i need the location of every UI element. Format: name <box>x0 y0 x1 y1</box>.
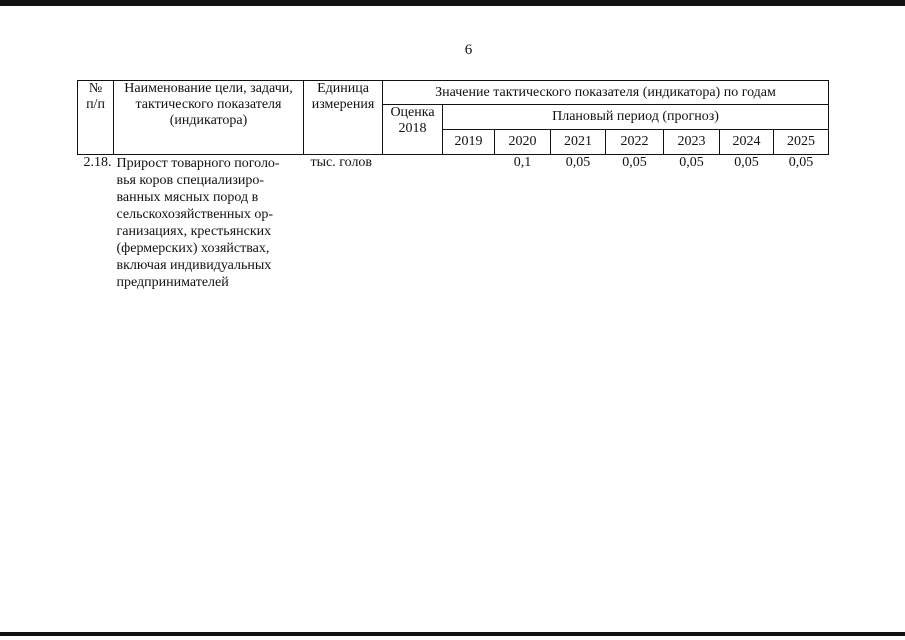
bottom-rule <box>0 632 905 636</box>
row-value-2025: 0,05 <box>788 155 814 170</box>
row-unit: тыс. голов <box>310 155 373 170</box>
header-estimate-line-2: 2018 <box>398 121 427 136</box>
header-name <box>114 81 304 155</box>
header-unit-line-2: измерения <box>311 97 375 112</box>
top-rule <box>0 0 905 6</box>
row-value-2023: 0,05 <box>679 155 704 170</box>
row-value-2020: 0,1 <box>513 155 532 170</box>
row-value-2019 <box>443 155 495 292</box>
header-name-line-1: Наименование цели, задачи, <box>124 81 293 96</box>
header-plan-period: Плановый период (прогноз) <box>443 105 829 130</box>
header-year-2024: 2024 <box>720 130 774 155</box>
header-name-line-3: (индикатора) <box>169 113 248 128</box>
header-estimate <box>383 105 443 155</box>
row-value-estimate-2018 <box>383 155 443 292</box>
row-value-2021: 0,05 <box>565 155 591 170</box>
header-year-2020: 2020 <box>495 130 551 155</box>
header-unit-line-1: Единица <box>317 81 369 96</box>
row-name-line: включая индивидуальных <box>116 258 272 273</box>
row-value-2022: 0,05 <box>622 155 647 170</box>
row-name-line: предпринимателей <box>116 275 229 290</box>
header-number-line-2: п/п <box>86 97 105 112</box>
header-year-2023: 2023 <box>664 130 720 155</box>
row-name-line: вья коров специализиро- <box>116 173 265 188</box>
header-year-2022: 2022 <box>606 130 664 155</box>
header-year-2021: 2021 <box>551 130 606 155</box>
indicator-table <box>77 80 829 291</box>
header-year-2019: 2019 <box>443 130 495 155</box>
row-name-line: сельскохозяйственных ор- <box>116 207 273 222</box>
page-number: 6 <box>464 42 473 58</box>
row-value-2024: 0,05 <box>734 155 759 170</box>
row-name-line: (фермерских) хозяйствах, <box>116 241 270 256</box>
row-name-line: ванных мясных пород в <box>116 190 259 205</box>
header-estimate-line-1: Оценка <box>390 105 435 120</box>
row-number: 2.18. <box>83 155 112 170</box>
row-name-line: Прирост товарного поголо- <box>116 156 280 171</box>
header-year-2025: 2025 <box>774 130 829 155</box>
table-row <box>78 155 829 292</box>
row-indicator-name <box>114 155 304 292</box>
header-name-line-2: тактического показателя <box>135 97 282 112</box>
row-name-line: ганизациях, крестьянских <box>116 224 272 239</box>
header-number-line-1: № <box>88 81 103 96</box>
header-values-title: Значение тактического показателя (индикатора) по годам <box>383 81 829 105</box>
header-unit <box>304 81 383 155</box>
header-number <box>78 81 114 155</box>
